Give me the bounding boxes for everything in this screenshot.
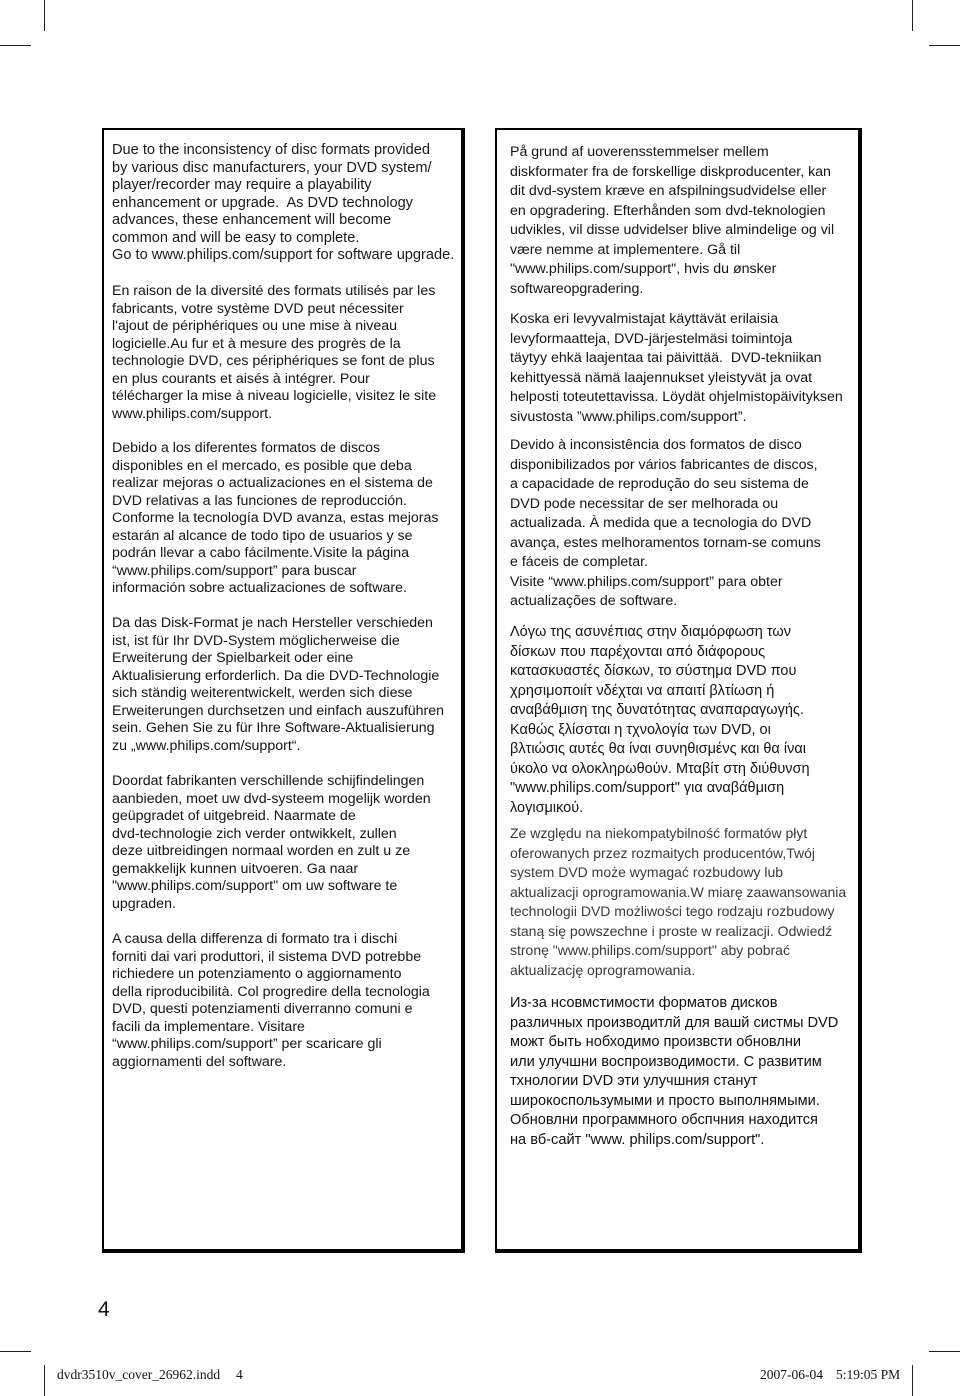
crop-mark-bottom-right-vertical — [912, 1365, 913, 1396]
crop-mark-top-left-horizontal — [0, 45, 31, 46]
paragraph-english: Due to the inconsistency of disc formats provided by various disc manufacturers, your DVD system/ player/recorder may require a playability enhancement or upgrade. As DVD technology advances, these enhancement will become common and will be easy to complete. Go to www.philips.com/support for software upgrade. — [112, 142, 455, 263]
page-number: 4 — [98, 1298, 110, 1321]
crop-mark-top-right-horizontal — [929, 45, 960, 46]
paragraph-finnish: Koska eri levyvalmistajat käyttävät erilaisia levyformaatteja, DVD-järjestelmäsi toimintoja täytyy ehkä laajentaa tai päivittää. DVD-tekniikan kehittyessä nämä laajennukset yleistyvät ja ovat helposti toteutettavissa. Löydät ohjelmistopäivityksen sivustosta ”www.philips.com/support”. — [510, 311, 843, 425]
paragraph-russian: Из-за нсовмстимости форматов дисков различных производитлй для вашй систмы DVD можт быть нобходимо произвсти обновлни или улучшни воспроизводимости. С развитим тхнологии DVD эти улучшния станут широкоспользумыми и просто выполнямыми. Обновлни программного обспчния находится на вб-сайт "www. philips.com/support". — [510, 995, 839, 1148]
crop-mark-bottom-left-horizontal — [0, 1351, 31, 1352]
footer-file-name: dvdr3510v_cover_26962.indd — [57, 1367, 221, 1382]
crop-mark-bottom-left-vertical — [44, 1365, 45, 1396]
right-text-box — [495, 128, 862, 1253]
paragraph-spanish: Debido a los diferentes formatos de discos disponibles en el mercado, es posible que deba realizar mejoras o actualizaciones en el sistema de DVD relativas a las funciones de reproducción. Conforme la tecnología DVD avanza, estas mejoras estarán al alcance de todo tipo de usuarios y se podrán llevar a cabo fácilmente.Visite la página “www.philips.com/support” para buscar información sobre actualizaciones de software. — [112, 440, 439, 596]
footer-time: 5:19:05 PM — [836, 1367, 901, 1382]
paragraph-danish: På grund af uoverensstemmelser mellem diskformater fra de forskellige diskproducenter, kan dit dvd-system kræve en afspilningsudvidelse eller en opgradering. Efterhånden som dvd-teknologien udvikles, vil disse udvidelser blive almindelige og vil være nemme at implementere. Gå til "www.philips.com/support", hvis du ønsker softwareopgradering. — [510, 144, 835, 297]
paragraph-french: En raison de la diversité des formats utilisés par les fabricants, votre système DVD peut nécessiter l'ajout de périphériques ou une mise à niveau logicielle.Au fur et à mesure des progrès de la technologie DVD, ces périphériques se font de plus en plus courants et aisés à intégrer. Pour télécharger la mise à niveau logicielle, visitez le site www.philips.com/support. — [112, 283, 437, 422]
left-text-box — [102, 128, 465, 1253]
crop-mark-bottom-right-horizontal — [929, 1351, 960, 1352]
paragraph-portuguese: Devido à inconsistência dos formatos de disco disponibilizados por vários fabricantes de discos, a capacidade de reprodução do seu sistema de DVD pode necessitar de ser melhorada ou actualizada. À medida que a tecnologia do DVD avança, estes melhoramentos tornam-se comuns e fáceis de completar. Visite “www.philips.com/support” para obter actualizações de software. — [510, 437, 821, 609]
paragraph-polish: Ze względu na niekompatybilność formatów płyt oferowanych przez rozmaitych producentów,Twój system DVD może wymagać rozbudowy lub aktualizacji oprogramowania.W miarę zaawansowania technologii DVD możliwości tego rodzaju rozbudowy staną się powszechne i proste w realizacji. Odwiedź stronę "www.philips.com/support" aby pobrać aktualizację oprogramowania. — [510, 825, 847, 978]
paragraph-dutch: Doordat fabrikanten verschillende schijfindelingen aanbieden, moet uw dvd-systeem mogelijk worden geüpgradet of uitgebreid. Naarmate de dvd-technologie zich verder ontwikkelt, zullen deze uitbreidingen normaal worden en zult u ze gemakkelijk kunnen uitvoeren. Ga naar "www.philips.com/support" om uw software te upgraden. — [112, 773, 431, 912]
footer-page: 4 — [236, 1367, 243, 1382]
paragraph-italian: A causa della differenza di formato tra i dischi forniti dai vari produttori, il sistema DVD potrebbe richiedere un potenziamento o aggiornamento della riproducibilità. Col progredire della tecnologia DVD, questi potenziamenti diverranno comuni e facili da implementare. Visitare “www.philips.com/support” per scaricare gli aggiornamenti del software. — [112, 931, 430, 1070]
paragraph-german: Da das Disk-Format je nach Hersteller verschieden ist, ist für Ihr DVD-System möglicherweise die Erweiterung der Spielbarkeit oder eine Aktualisierung erforderlich. Da die DVD-Technologie sich ständig weiterentwickelt, werden sich diese Erweiterungen durchsetzen und einfach auszuführen sein. Gehen Sie zu für Ihre Software-Aktualisierung zu „www.philips.com/support“. — [112, 615, 445, 754]
paragraph-greek: Λόγω της ασυνέπιας στην διαμόρφωση των δίσκων που παρέχονται από διάφορους κατασκυαστές δίσκων, το σύστημα DVD που χρησιμοποιίτ νδέχται να απαιτί βλτίωση ή αναβάθμιση της δυνατότητας αναπαραγωγής. Καθώς ξλίσσται η τχνολογία των DVD, οι βλτιώσις αυτές θα ίναι συνηθισμένς και θα ίναι ύκολο να ολοκληρωθούν. Μταβίτ στη διύθυνση "www.philips.com/support" για αναβάθμιση λογισμικού. — [510, 624, 810, 816]
crop-mark-top-right-vertical — [912, 0, 913, 31]
footer-date: 2007-06-04 — [760, 1367, 823, 1382]
crop-mark-top-left-vertical — [44, 0, 45, 31]
